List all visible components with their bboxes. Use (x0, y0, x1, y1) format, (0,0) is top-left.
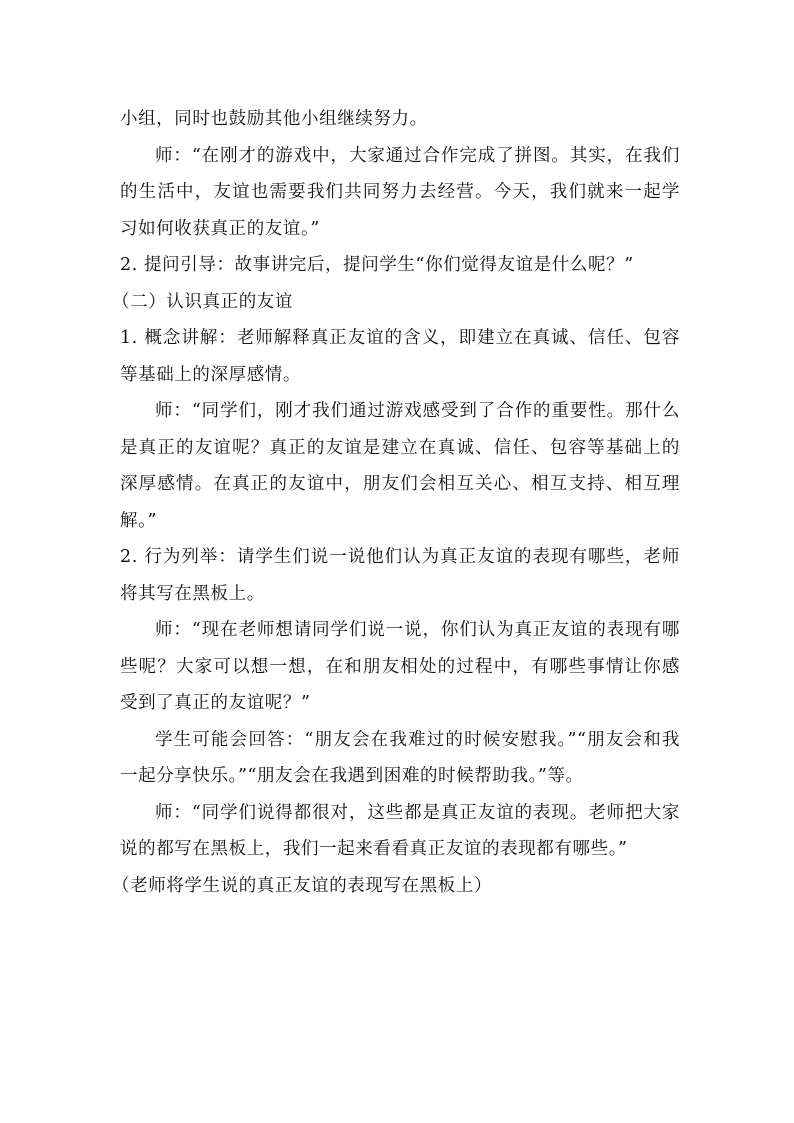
numbered-step-paragraph: 2. 提问引导：故事讲完后，提问学生“你们觉得友谊是什么呢？” (120, 255, 634, 275)
student-answer-paragraph: 学生可能会回答：“朋友会在我难过的时候安慰我。”“朋友会和我一起分享快乐。”“朋友会在我遇到困难的时候帮助我。”等。 (120, 729, 680, 786)
teacher-dialogue-paragraph: 师：“同学们，刚才我们通过游戏感受到了合作的重要性。那什么是真正的友谊呢？真正的友谊是建立在真诚、信任、包容等基础上的深厚感情。在真正的友谊中，朋友们会相互关心、相互支持、相互理解。” (120, 401, 680, 531)
paragraph-continuation: 小组，同时也鼓励其他小组继续努力。 (120, 109, 428, 129)
teacher-dialogue-paragraph: 师：“同学们说得都很对，这些都是真正友谊的表现。老师把大家说的都写在黑板上，我们一起来看看真正友谊的表现都有哪些。” (120, 802, 680, 859)
numbered-step-paragraph: 2. 行为列举：请学生们说一说他们认为真正友谊的表现有哪些，老师将其写在黑板上。 (120, 547, 680, 604)
teacher-dialogue-paragraph: 师：“现在老师想请同学们说一说，你们认为真正友谊的表现有哪些呢？大家可以想一想，在和朋友相处的过程中，有哪些事情让你感受到了真正的友谊呢？” (120, 620, 680, 713)
section-heading: （二）认识真正的友谊 (112, 291, 293, 312)
stage-direction-paragraph: （老师将学生说的真正友谊的表现写在黑板上） (112, 875, 493, 896)
document-body (112, 101, 680, 904)
teacher-dialogue-paragraph: 师：“在刚才的游戏中，大家通过合作完成了拼图。其实，在我们的生活中，友谊也需要我们共同努力去经营。今天，我们就来一起学习如何收获真正的友谊。” (120, 145, 680, 239)
numbered-step-paragraph: 1. 概念讲解：老师解释真正友谊的含义，即建立在真诚、信任、包容等基础上的深厚感情。 (120, 328, 680, 385)
